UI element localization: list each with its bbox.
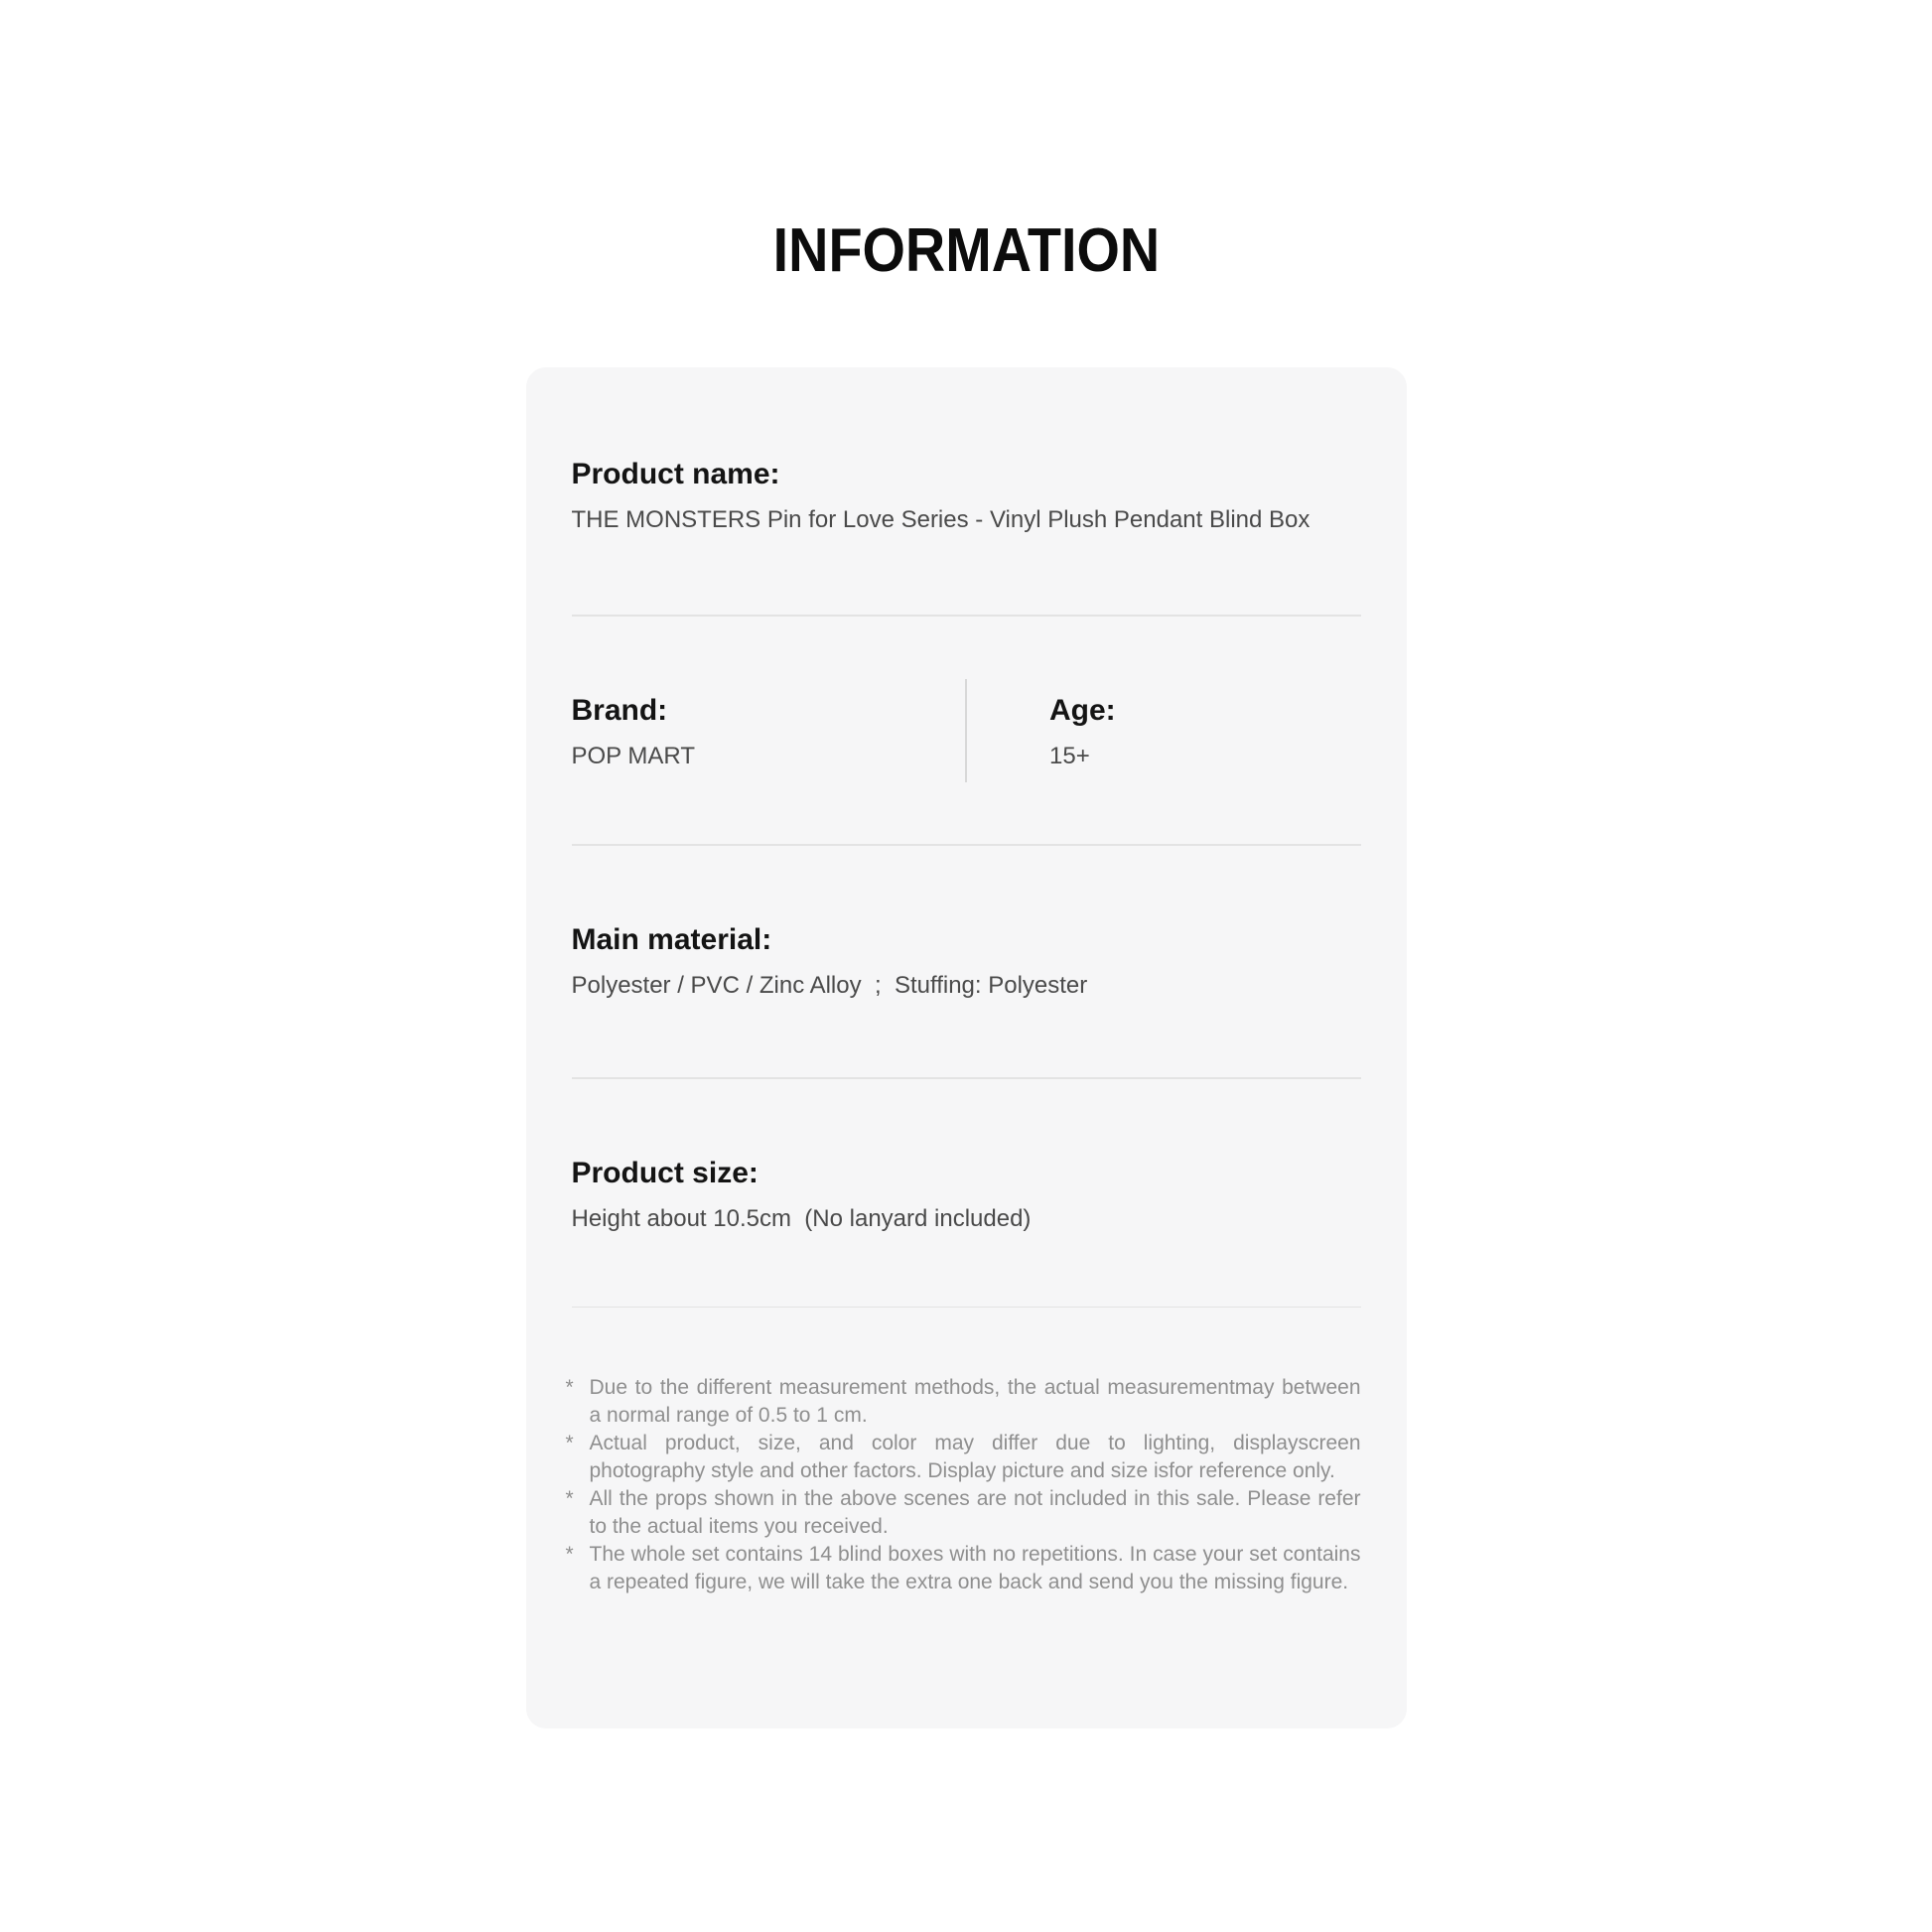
- disclaimer-list: [565, 1374, 1361, 1596]
- section-main-material: [572, 846, 1361, 1077]
- age-value: 15+: [1049, 743, 1090, 769]
- page-title-text: INFORMATION: [772, 216, 1160, 285]
- material-label: Main material:: [571, 923, 772, 956]
- section-disclaimers: [565, 1308, 1361, 1596]
- asterisk-marker: *: [565, 1543, 574, 1566]
- brand-value: POP MART: [571, 743, 695, 769]
- material-value: Polyester / PVC / Zinc Alloy ; Stuffing: Polyester: [571, 972, 1088, 999]
- section-product-name: [572, 367, 1361, 615]
- asterisk-marker: *: [565, 1432, 574, 1454]
- product-name-label: Product name:: [571, 458, 780, 490]
- brand-block: [572, 691, 967, 774]
- size-value: Height about 10.5cm (No lanyard included): [571, 1205, 1032, 1232]
- disclaimer-item: [565, 1430, 1361, 1485]
- age-label: Age:: [1049, 694, 1116, 727]
- disclaimer-item: [565, 1541, 1361, 1596]
- size-label: Product size:: [571, 1157, 759, 1189]
- disclaimer-text: Due to the different measurement methods, the actual measurementmay between a normal range of 0.5 to 1 cm.: [589, 1376, 1361, 1427]
- asterisk-marker: *: [565, 1487, 574, 1510]
- section-product-size: [572, 1079, 1361, 1307]
- product-name-value: THE MONSTERS Pin for Love Series - Vinyl Plush Pendant Blind Box: [571, 506, 1311, 533]
- asterisk-marker: *: [565, 1376, 574, 1399]
- vertical-divider: [965, 679, 967, 782]
- disclaimer-item: [565, 1374, 1361, 1430]
- disclaimer-text: Actual product, size, and color may differ due to lighting, displayscreen photography style and other factors. Display picture and size isfor reference only.: [589, 1432, 1361, 1482]
- disclaimer-text: The whole set contains 14 blind boxes with no repetitions. In case your set contains a repeated figure, we will take the extra one back and send you the missing figure.: [589, 1543, 1361, 1593]
- brand-label: Brand:: [571, 694, 668, 727]
- disclaimer-text: All the props shown in the above scenes are not included in this sale. Please refer to the actual items you received.: [589, 1487, 1361, 1538]
- disclaimer-item: [565, 1485, 1361, 1541]
- age-block: [966, 691, 1361, 774]
- section-brand-age: [572, 617, 1361, 844]
- info-card: [526, 367, 1407, 1728]
- page-title: [0, 0, 1932, 286]
